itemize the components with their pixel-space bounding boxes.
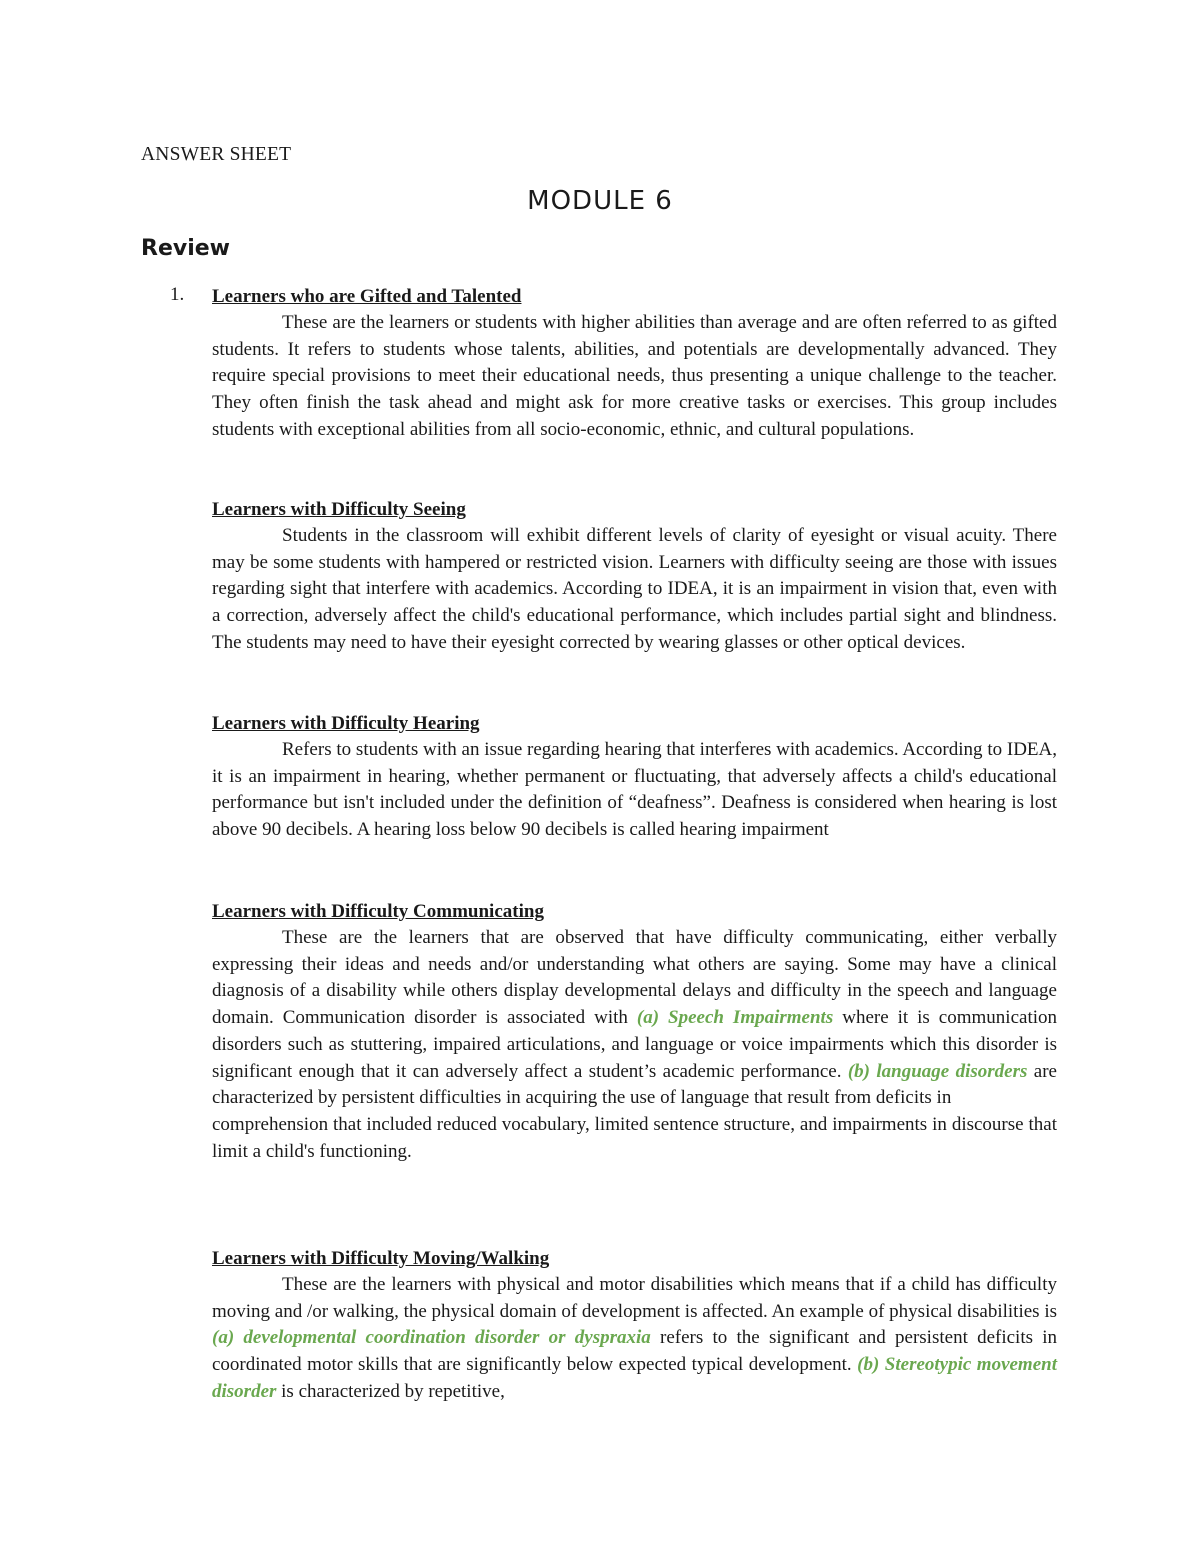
section-heading-moving: Learners with Difficulty Moving/Walking bbox=[212, 1248, 550, 1269]
term-language-disorders: (b) language disorders bbox=[847, 1060, 1028, 1082]
section-gifted bbox=[212, 283, 1057, 444]
section-communicating bbox=[212, 898, 1057, 1165]
text-segment: where it is communication disorders such as stuttering, impaired articulations, and language or voice impairments which this disorder is significant enough that it can adversely affect a student’s academic performance. bbox=[212, 1007, 1058, 1082]
section-heading-hearing: Learners with Difficulty Hearing bbox=[212, 713, 480, 734]
section-moving bbox=[212, 1245, 1057, 1406]
section-hearing bbox=[212, 710, 1057, 844]
section-heading-communicating: Learners with Difficulty Communicating bbox=[212, 901, 544, 922]
section-heading-seeing: Learners with Difficulty Seeing bbox=[212, 499, 466, 520]
section-text-seeing: Students in the classroom will exhibit different levels of clarity of eyesight or visual acuity. There may be some students with hampered or restricted vision. Learners with difficulty seeing are those with issues regarding sight that interfere with academics. According to IDEA, it is an impairment in vision that, even with a correction, adversely affect the child's educational performance, which includes partial sight and blindness. The students may need to have their eyesight corrected by wearing glasses or other optical devices. bbox=[212, 525, 1057, 653]
answer-sheet-header: ANSWER SHEET bbox=[141, 144, 292, 165]
section-text-communicating-cont: comprehension that included reduced vocabulary, limited sentence structure, and impairments in discourse that limit a child's functioning. bbox=[212, 1113, 1057, 1162]
text-segment: are characterized by persistent difficulties in acquiring the use of language that result from deficits in bbox=[212, 1060, 1057, 1109]
text-segment: is characterized by repetitive, bbox=[276, 1380, 505, 1402]
section-text-hearing: Refers to students with an issue regarding hearing that interferes with academics. According to IDEA, it is an impairment in hearing, whether permanent or fluctuating, that adversely affects a child's educational performance but isn't included under the definition of “deafness”. Deafness is considered when hearing is lost above 90 decibels. A hearing loss below 90 decibels is called hearing impairment bbox=[212, 739, 1057, 841]
section-seeing bbox=[212, 496, 1057, 657]
section-heading-gifted: Learners who are Gifted and Talented bbox=[212, 286, 522, 307]
list-number: 1. bbox=[170, 284, 185, 305]
text-segment: These are the learners that are observed that have difficulty communicating, either verbally expressing their ideas and needs and/or understanding what others are saying. Some may have a clinical diagnosis of a disability while others display developmental delays and difficulty in the speech and language domain. Communication disorder is associated with bbox=[212, 927, 1057, 1029]
module-title: MODULE 6 bbox=[527, 186, 673, 216]
term-stereotypic-movement-disorder: (b) Stereotypic movement disorder bbox=[212, 1354, 1057, 1402]
review-heading: Review bbox=[141, 236, 230, 261]
section-text-moving bbox=[212, 1272, 1057, 1406]
section-text-gifted: These are the learners or students with higher abilities than average and are often referred to as gifted students. It refers to students whose talents, abilities, and potentials are developmentally advanced. They require special provisions to meet their educational needs, thus presenting a unique challenge to the teacher. They often finish the task ahead and might ask for more creative tasks or exercises. This group includes students with exceptional abilities from all socio-economic, ethnic, and cultural populations. bbox=[212, 312, 1057, 440]
text-segment: refers to the significant and persistent deficits in coordinated motor skills that are significantly below expected typical development. bbox=[212, 1327, 1058, 1376]
term-dyspraxia: (a) developmental coordination disorder or dyspraxia bbox=[212, 1327, 651, 1349]
term-speech-impairments: (a) Speech Impairments bbox=[636, 1007, 834, 1029]
text-segment: These are the learners with physical and motor disabilities which means that if a child has difficulty moving and /or walking, the physical domain of development is affected. An example of physical disabilities is bbox=[212, 1274, 1057, 1322]
section-text-communicating bbox=[212, 925, 1057, 1112]
